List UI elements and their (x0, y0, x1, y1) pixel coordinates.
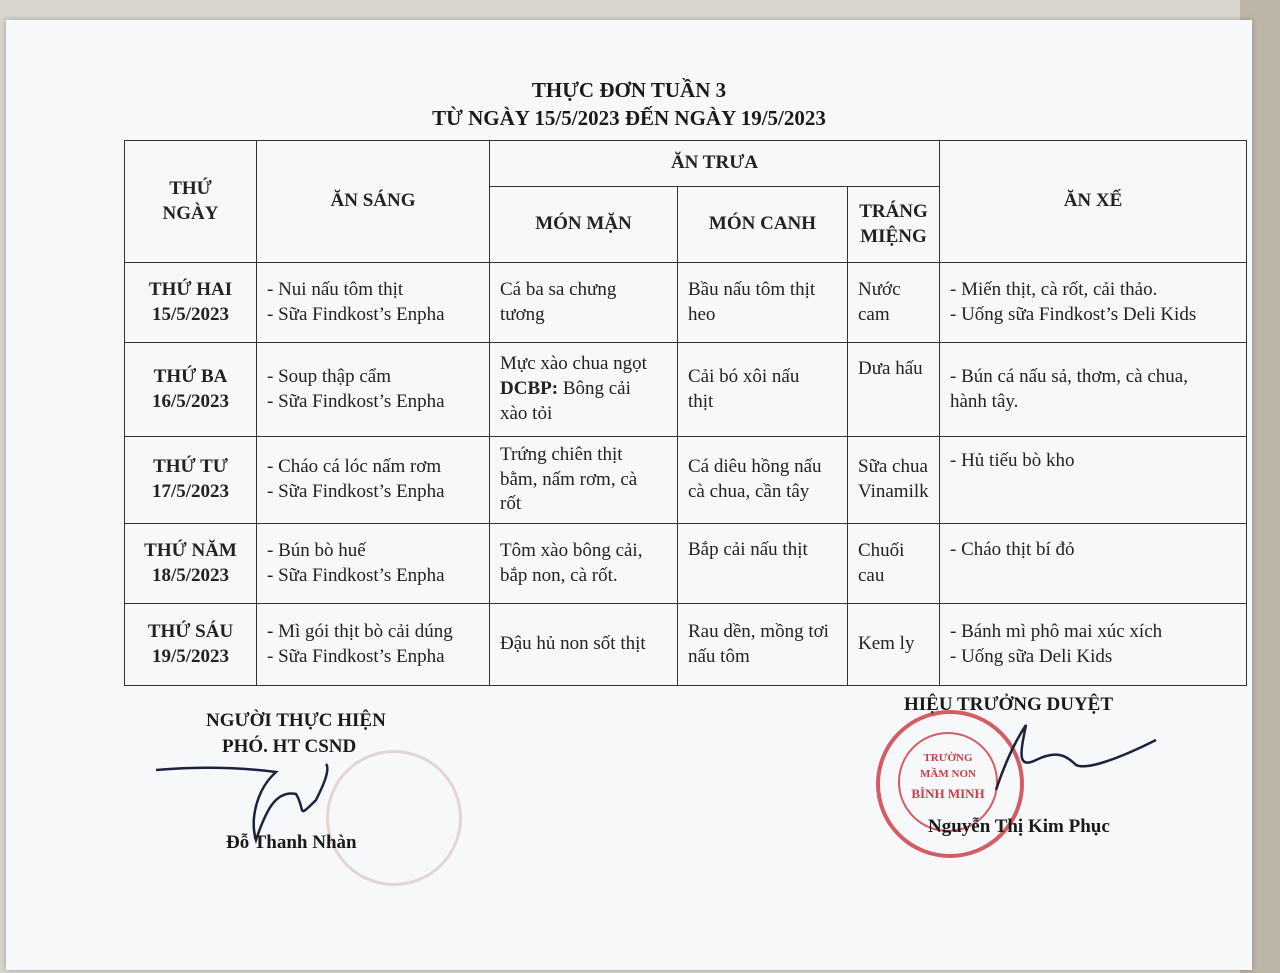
day-cell: THỨ TƯ 17/5/2023 (125, 437, 257, 524)
day-cell: THỨ SÁU 19/5/2023 (125, 604, 257, 686)
breakfast-cell: - Cháo cá lóc nấm rơm - Sữa Findkost’s Enpha (257, 437, 490, 524)
dessert-cell: Nước cam (848, 263, 940, 343)
signature-right-icon (966, 720, 1166, 800)
main-dish-cell: Mực xào chua ngọt DCBP: Bông cải xào tỏi (490, 343, 678, 437)
breakfast-cell: - Bún bò huế - Sữa Findkost’s Enpha (257, 524, 490, 604)
date-range: TỪ NGÀY 15/5/2023 ĐẾN NGÀY 19/5/2023 (432, 106, 826, 130)
dessert-cell: Chuối cau (848, 524, 940, 604)
dessert-cell: Sữa chua Vinamilk (848, 437, 940, 524)
menu-sheet (6, 20, 1252, 970)
soup-cell: Bắp cải nấu thịt (678, 524, 848, 604)
day-cell: THỨ HAI 15/5/2023 (125, 263, 257, 343)
snack-cell: - Bánh mì phô mai xúc xích - Uống sữa Deli Kids (940, 604, 1247, 686)
dcbp-label: DCBP: (500, 378, 559, 400)
header-snack: ĂN XẾ (940, 141, 1247, 263)
breakfast-cell: - Soup thập cẩm - Sữa Findkost’s Enpha (257, 343, 490, 437)
left-signer-role: NGƯỜI THỰC HIỆN (206, 710, 386, 731)
soup-cell: Rau dền, mồng tơi nấu tôm (678, 604, 848, 686)
soup-cell: Cải bó xôi nấu thịt (678, 343, 848, 437)
table-row (125, 343, 1247, 437)
table-row (125, 604, 1247, 686)
left-signer-name: Đỗ Thanh Nhàn (226, 832, 357, 853)
right-signer-role: HIỆU TRƯỞNG DUYỆT (904, 694, 1114, 715)
page-title: THỰC ĐƠN TUẦN 3 (531, 78, 727, 102)
table-row (125, 437, 1247, 524)
snack-cell: - Bún cá nấu sả, thơm, cà chua, hành tây. (940, 343, 1247, 437)
table-row (125, 263, 1247, 343)
snack-cell: - Hủ tiếu bò kho (940, 437, 1247, 524)
main-dish-cell: Đậu hủ non sốt thịt (490, 604, 678, 686)
header-row-1 (125, 141, 1247, 187)
main-dish-cell: Cá ba sa chưng tương (490, 263, 678, 343)
breakfast-cell: - Nui nấu tôm thịt - Sữa Findkost’s Enpha (257, 263, 490, 343)
soup-cell: Cá diêu hồng nấu cà chua, cần tây (678, 437, 848, 524)
header-breakfast: ĂN SÁNG (257, 141, 490, 263)
header-soup: MÓN CANH (678, 187, 848, 263)
header-lunch: ĂN TRƯA (490, 141, 940, 187)
breakfast-cell: - Mì gói thịt bò cải dúng - Sữa Findkost’s Enpha (257, 604, 490, 686)
header-day: THỨ NGÀY (125, 141, 257, 263)
snack-cell: - Cháo thịt bí đỏ (940, 524, 1247, 604)
dessert-cell: Kem ly (848, 604, 940, 686)
dessert-cell: Dưa hấu (848, 343, 940, 437)
right-signer-name: Nguyễn Thị Kim Phục (928, 816, 1110, 837)
header-dessert: TRÁNG MIỆNG (848, 187, 940, 263)
main-dish-cell: Tôm xào bông cải, bắp non, cà rốt. (490, 524, 678, 604)
table-row (125, 524, 1247, 604)
day-cell: THỨ BA 16/5/2023 (125, 343, 257, 437)
snack-cell: - Miến thịt, cà rốt, cải thảo. - Uống sữa Findkost’s Deli Kids (940, 263, 1247, 343)
header-main-dish: MÓN MẶN (490, 187, 678, 263)
left-signer-position: PHÓ. HT CSND (222, 736, 357, 757)
day-cell: THỨ NĂM 18/5/2023 (125, 524, 257, 604)
main-dish-cell: Trứng chiên thịt bằm, nấm rơm, cà rốt (490, 437, 678, 524)
school-stamp-icon: TRƯỜNG MẦM NON BÌNH MINH (876, 710, 1024, 858)
menu-table (124, 140, 1247, 686)
soup-cell: Bầu nấu tôm thịt heo (678, 263, 848, 343)
